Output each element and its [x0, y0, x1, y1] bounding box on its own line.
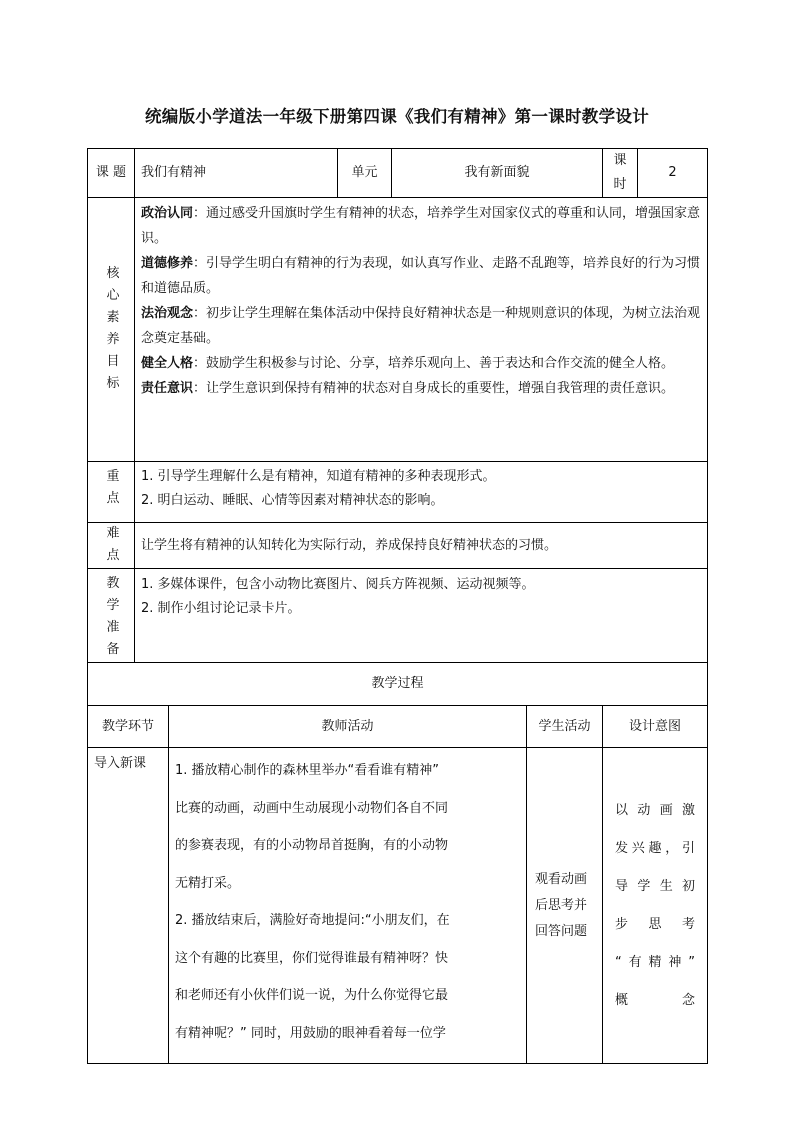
key-point-item: 1. 引导学生理解什么是有精神，知道有精神的多种表现形式。 [141, 469, 496, 484]
teacher-activity-cell: 1. 播放精心制作的森林里举办“看看谁有精神” 比赛的动画，动画中生动展现小动物们各自不同 的参赛表现，有的小动物昂首挺胸，有的小动物 无精打采。 2. 播放结束后，满脸好奇地提问:“小朋友们，在 这个有趣的比赛里，你们觉得谁最有精神呀？快 和老师还有小伙伴们说一说，为什么你觉得它最 有精神呢？” 同时，用鼓励的眼神看着每一位学 [169, 748, 527, 1064]
difficulty-content: 让学生将有精神的认知转化为实际行动，养成保持良好精神状态的习惯。 [135, 523, 708, 569]
preparation-item: 2. 制作小组讨论记录卡片。 [141, 601, 301, 616]
stage-cell: 导入新课 [88, 748, 169, 1064]
design-intent-cell: 以动画激 发兴趣，引 导学生初 步思考 “有精神” 概念 [603, 748, 708, 1064]
goals-content [135, 198, 708, 462]
topic-label: 课 题 [88, 149, 135, 198]
student-activity-cell: 观看动画后思考并回答问题 [527, 748, 603, 1064]
difficulty-label: 难 点 [88, 523, 135, 569]
preparation-label: 教 学 准 备 [88, 569, 135, 663]
process-columns-row [88, 706, 708, 748]
preparation-item: 1. 多媒体课件，包含小动物比赛图片、阅兵方阵视频、运动视频等。 [141, 577, 535, 592]
column-header-stage: 教学环节 [88, 706, 169, 748]
key-points-content [135, 462, 708, 523]
unit-value: 我有新面貌 [392, 149, 603, 198]
goal-item: 道德修养：引导学生明白有精神的行为表现，如认真写作业、走路不乱跑等，培养良好的行为习惯和道德品质。 [141, 256, 701, 296]
key-points-row [88, 462, 708, 523]
column-header-teacher: 教师活动 [169, 706, 527, 748]
process-row [88, 748, 708, 1064]
goal-item: 政治认同：通过感受升国旗时学生有精神的状态，培养学生对国家仪式的尊重和认同，增强国家意识。 [141, 206, 701, 246]
preparation-content [135, 569, 708, 663]
document-title: 统编版小学道法一年级下册第四课《我们有精神》第一课时教学设计 [145, 107, 649, 126]
process-heading-row [88, 663, 708, 706]
period-value: 2 [638, 149, 708, 198]
lesson-plan-table [87, 148, 708, 1064]
column-header-intent: 设计意图 [603, 706, 708, 748]
goals-label: 核 心 素 养 目 标 [88, 198, 135, 462]
key-points-label: 重 点 [88, 462, 135, 523]
column-header-student: 学生活动 [527, 706, 603, 748]
header-row [88, 149, 708, 198]
difficulty-row [88, 523, 708, 569]
key-point-item: 2. 明白运动、睡眠、心情等因素对精神状态的影响。 [141, 493, 444, 508]
period-label: 课时 [603, 149, 638, 198]
preparation-row [88, 569, 708, 663]
goal-item: 健全人格：鼓励学生积极参与讨论、分享，培养乐观向上、善于表达和合作交流的健全人格。 [141, 356, 675, 371]
process-heading: 教学过程 [88, 663, 708, 706]
goals-row [88, 198, 708, 462]
goal-item: 责任意识：让学生意识到保持有精神的状态对自身成长的重要性，增强自我管理的责任意识。 [141, 381, 675, 396]
unit-label: 单元 [338, 149, 392, 198]
topic-value: 我们有精神 [135, 149, 338, 198]
goal-item: 法治观念：初步让学生理解在集体活动中保持良好精神状态是一种规则意识的体现，为树立法治观念奠定基础。 [141, 306, 701, 346]
